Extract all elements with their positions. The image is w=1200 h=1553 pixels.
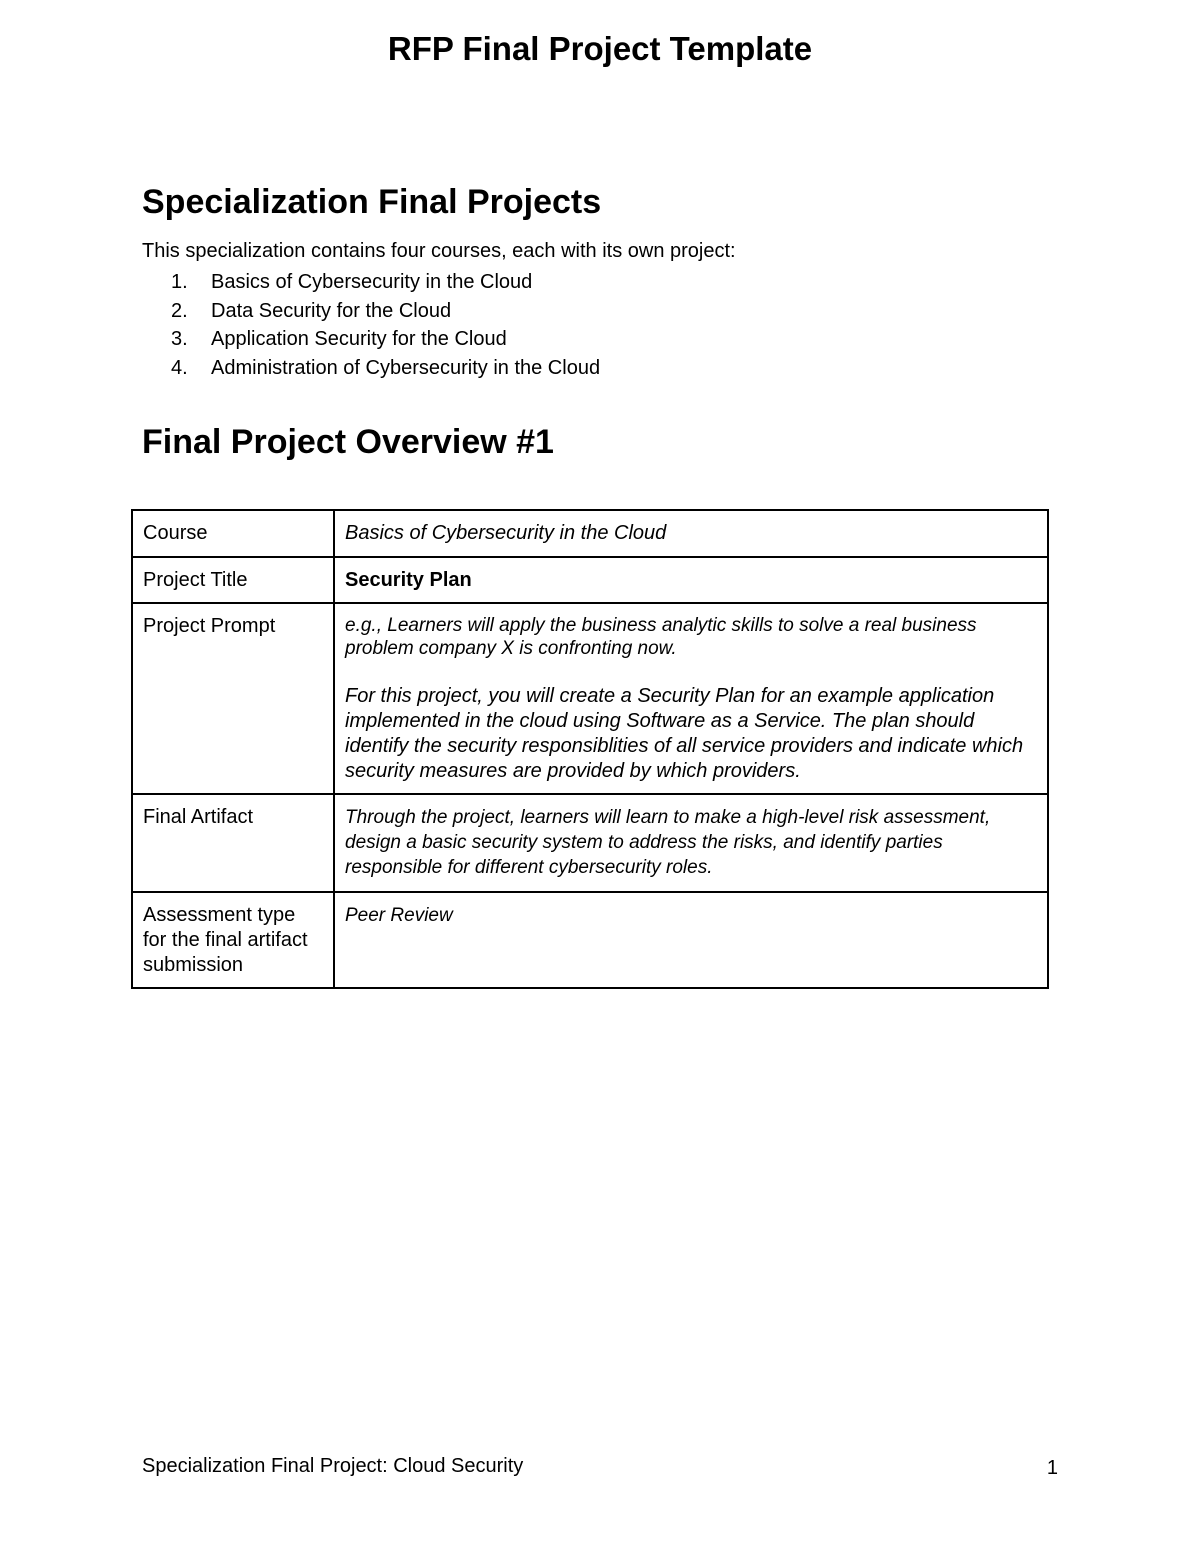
list-item-number: 4. <box>171 357 188 380</box>
list-item <box>142 297 600 326</box>
table-row <box>132 510 1048 557</box>
project-prompt-cell <box>334 603 1048 794</box>
list-item-text: Data Security for the Cloud <box>211 299 452 322</box>
list-item-text: Administration of Cybersecurity in the Cloud <box>211 357 601 380</box>
course-list <box>142 268 600 383</box>
project-prompt-label: Project Prompt <box>132 603 334 794</box>
project-prompt-value: For this project, you will create a Security Plan for an example application implemented in the cloud using Software as a Service. The plan should identify the security responsiblities of all service providers and indicate which security measures are provided by which providers. <box>345 685 1024 782</box>
table-row <box>132 557 1048 603</box>
document-title: RFP Final Project Template <box>387 30 813 67</box>
table-row <box>132 892 1048 988</box>
list-item-text: Basics of Cybersecurity in the Cloud <box>211 271 533 293</box>
project-title-value: Security Plan <box>334 557 1048 603</box>
course-label: Course <box>132 510 334 557</box>
specialization-heading: Specialization Final Projects <box>142 183 602 221</box>
footer-text: Specialization Final Project: Cloud Security <box>142 1455 524 1477</box>
list-item-number: 2. <box>171 299 188 322</box>
final-artifact-value: Through the project, learners will learn to make a high-level risk assessment, design a basic security system to address the risks, and identify parties responsible for different cybersecurity roles. <box>334 794 1048 892</box>
final-artifact-label: Final Artifact <box>132 794 334 892</box>
overview-table <box>131 509 1049 989</box>
table-row <box>132 603 1048 794</box>
overview-heading: Final Project Overview #1 <box>142 423 554 461</box>
course-value: Basics of Cybersecurity in the Cloud <box>334 510 1048 557</box>
list-item-number: 3. <box>171 328 188 351</box>
project-prompt-example: e.g., Learners will apply the business analytic skills to solve a real business problem company X is confronting now. <box>345 615 977 659</box>
assessment-label: Assessment type for the final artifact submission <box>132 892 334 988</box>
list-item <box>142 325 600 354</box>
table-row <box>132 794 1048 892</box>
list-item-text: Application Security for the Cloud <box>211 328 507 351</box>
list-item-number: 1. <box>171 271 188 293</box>
project-title-label: Project Title <box>132 557 334 603</box>
page-number: 1 <box>1046 1457 1058 1479</box>
assessment-value: Peer Review <box>334 892 1048 988</box>
list-item <box>142 354 600 383</box>
specialization-intro: This specialization contains four courses, each with its own project: <box>142 240 736 262</box>
list-item <box>142 268 600 297</box>
